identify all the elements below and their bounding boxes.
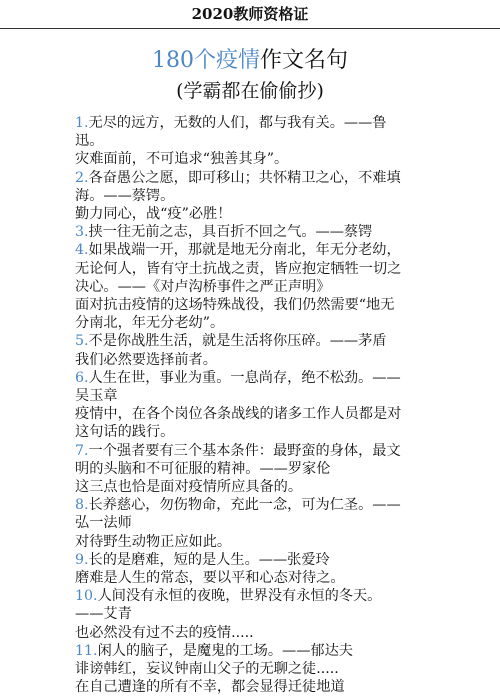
text-line — [75, 678, 425, 696]
text-line — [75, 660, 425, 678]
quote-text: 一个强者要有三个基本条件：最野蛮的身体，最文 — [88, 442, 401, 459]
text-line — [75, 314, 425, 332]
quote-text: 我们必然要选择前者。 — [75, 351, 217, 368]
title-rest: 作文名句 — [260, 48, 349, 73]
quote-number: 5. — [75, 333, 89, 350]
quote-number: 10. — [75, 588, 98, 605]
quote-text: 面对抗击疫情的这场特殊战役，我们仍然需要“地无 — [75, 297, 395, 314]
quote-number: 6. — [75, 369, 89, 386]
quote-text: 也必然没有过不去的疫情..... — [75, 624, 254, 641]
text-line — [75, 132, 425, 150]
quote-list — [75, 114, 425, 697]
text-line — [75, 605, 425, 623]
quote-text: 这三点也恰是面对疫情所应具备的。 — [75, 479, 303, 496]
quote-text: 迅。 — [75, 133, 104, 150]
quote-text: 挟一往无前之志，具百折不回之气。——蔡锷 — [88, 224, 373, 241]
text-line — [75, 533, 425, 551]
quote-number: 4. — [75, 242, 89, 259]
text-line — [75, 514, 425, 532]
quote-text: 诽谤韩红，妄议钟南山父子的无聊之徒..... — [75, 661, 339, 678]
quote-text: 弘一法师 — [75, 515, 132, 532]
quote-text: 长养慈心，勿伤物命，充此一念，可为仁圣。—— — [88, 497, 401, 514]
quote-number: 9. — [75, 551, 89, 568]
text-line — [75, 442, 425, 460]
quote-text: 如果战端一开，那就是地无分南北，年无分老幼， — [88, 242, 401, 259]
text-line — [75, 351, 425, 369]
text-line — [75, 460, 425, 478]
quote-text: 人生在世，事业为重。一息尚存，绝不松劲。—— — [88, 369, 401, 386]
page-header: 2020教师资格证 — [0, 0, 500, 29]
text-line — [75, 114, 425, 132]
quote-number: 2. — [75, 169, 89, 186]
quote-text: 磨难是人生的常态，要以平和心态对待之。 — [75, 570, 345, 587]
quote-text: 灾难面前，不可追求“独善其身”。 — [75, 151, 289, 168]
quote-text: 这句话的践行。 — [75, 424, 175, 441]
document-title — [0, 46, 500, 76]
quote-text: 各奋愚公之愿，即可移山；共怀精卫之心，不难填 — [88, 169, 401, 186]
quote-text: 决心。——《对卢沟桥事件之严正声明》 — [75, 278, 331, 295]
quote-number: 11. — [75, 642, 98, 659]
quote-text: 吴玉章 — [75, 388, 118, 405]
quote-text: 闲人的脑子，是魔鬼的工场。——郁达夫 — [97, 642, 353, 659]
quote-text: 海。——蔡锷。 — [75, 187, 175, 204]
quote-text: 人间没有永恒的夜晚，世界没有永恒的冬天。 — [97, 588, 382, 605]
quote-number: 7. — [75, 442, 89, 459]
text-line — [75, 569, 425, 587]
quote-text: 勤力同心，战“疫”必胜！ — [75, 206, 232, 223]
text-line — [75, 369, 425, 387]
text-line — [75, 296, 425, 314]
text-line — [75, 387, 425, 405]
quote-text: 不是你战胜生活，就是生活将你压碎。——茅盾 — [88, 333, 387, 350]
text-line — [75, 332, 425, 350]
quote-number: 3. — [75, 224, 89, 241]
quote-number: 8. — [75, 497, 89, 514]
quote-text: 无论何人，皆有守土抗战之责，皆应抱定牺牲一切之 — [75, 260, 402, 277]
text-line — [75, 223, 425, 241]
text-line — [75, 278, 425, 296]
text-line — [75, 260, 425, 278]
quote-text: 疫情中，在各个岗位各条战线的诸多工作人员都是对 — [75, 406, 402, 423]
title-highlight: 个疫情 — [193, 48, 260, 73]
text-line — [75, 423, 425, 441]
text-line — [75, 150, 425, 168]
text-line — [75, 205, 425, 223]
text-line — [75, 587, 425, 605]
quote-text: 分南北，年无分老幼”。 — [75, 315, 225, 332]
quote-text: ——艾青 — [75, 606, 132, 623]
document-subtitle: (学霸都在偷偷抄) — [176, 80, 324, 102]
text-line — [75, 478, 425, 496]
quote-text: 无尽的远方，无数的人们，都与我有关。——鲁 — [88, 115, 387, 131]
text-line — [75, 241, 425, 259]
text-line — [75, 169, 425, 187]
quote-text: 在自己遭逢的所有不幸，都会显得迁徒地道 — [75, 679, 345, 696]
text-line — [75, 642, 425, 660]
text-line — [75, 405, 425, 423]
text-line — [75, 187, 425, 205]
quote-number: 1. — [75, 115, 89, 131]
text-line — [75, 551, 425, 569]
text-line — [75, 496, 425, 514]
quote-text: 明的头脑和不可征服的精神。——罗家伦 — [75, 460, 331, 477]
text-line — [75, 624, 425, 642]
title-number: 180 — [151, 48, 194, 73]
quote-text: 长的是磨难，短的是人生。——张爱玲 — [88, 551, 330, 568]
quote-text: 对待野生动物正应如此。 — [75, 533, 232, 550]
